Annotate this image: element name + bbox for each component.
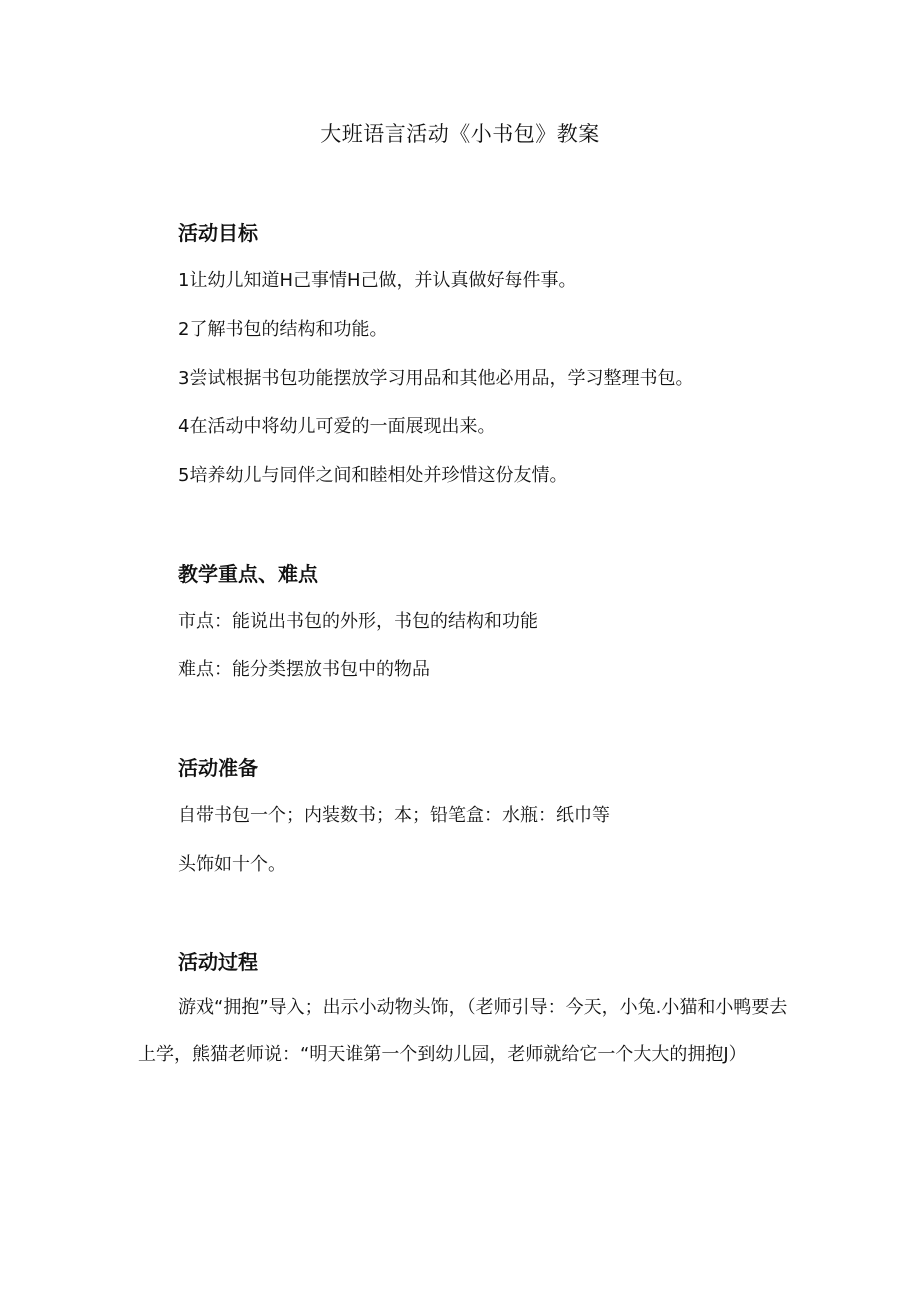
process-paragraph [138,984,798,1078]
document-title: 大班语言活动《小书包》教案 [320,122,600,146]
key-point-difficulty: 难点：能分类摆放书包中的物品 [178,659,430,680]
section-heading-goals: 活动目标 [178,221,258,245]
preparation-line-2: 头饰如十个。 [178,854,286,875]
preparation-line-1: 自带书包一个；内装数书；本；铅笔盒：水瓶：纸巾等 [178,805,610,826]
goal-item-5: 5培养幼儿与同伴之间和睦相处并珍惜这份友情。 [178,465,568,486]
goal-item-1: 1让幼儿知道H己事情H己做，并认真做好每件事。 [178,270,577,291]
goal-item-3: 3尝试根据书包功能摆放学习用品和其他必用品，学习整理书包。 [178,368,694,389]
goal-item-2: 2了解书包的结构和功能。 [178,319,388,340]
process-paragraph-text: 游戏“拥抱”导入；出示小动物头饰，（老师引导：今天，小兔.小猫和小鸭要去上学，熊猫老师说：“明天谁第一个到幼儿园，老师就给它一个大大的拥抱J） [138,997,788,1065]
section-heading-preparation: 活动准备 [178,756,258,780]
goal-item-4: 4在活动中将幼儿可爱的一面展现出来。 [178,416,496,437]
section-heading-process: 活动过程 [178,950,258,974]
section-heading-key-points: 教学重点、难点 [178,562,318,586]
key-point-focus: 市点：能说出书包的外形，书包的结构和功能 [178,611,538,632]
